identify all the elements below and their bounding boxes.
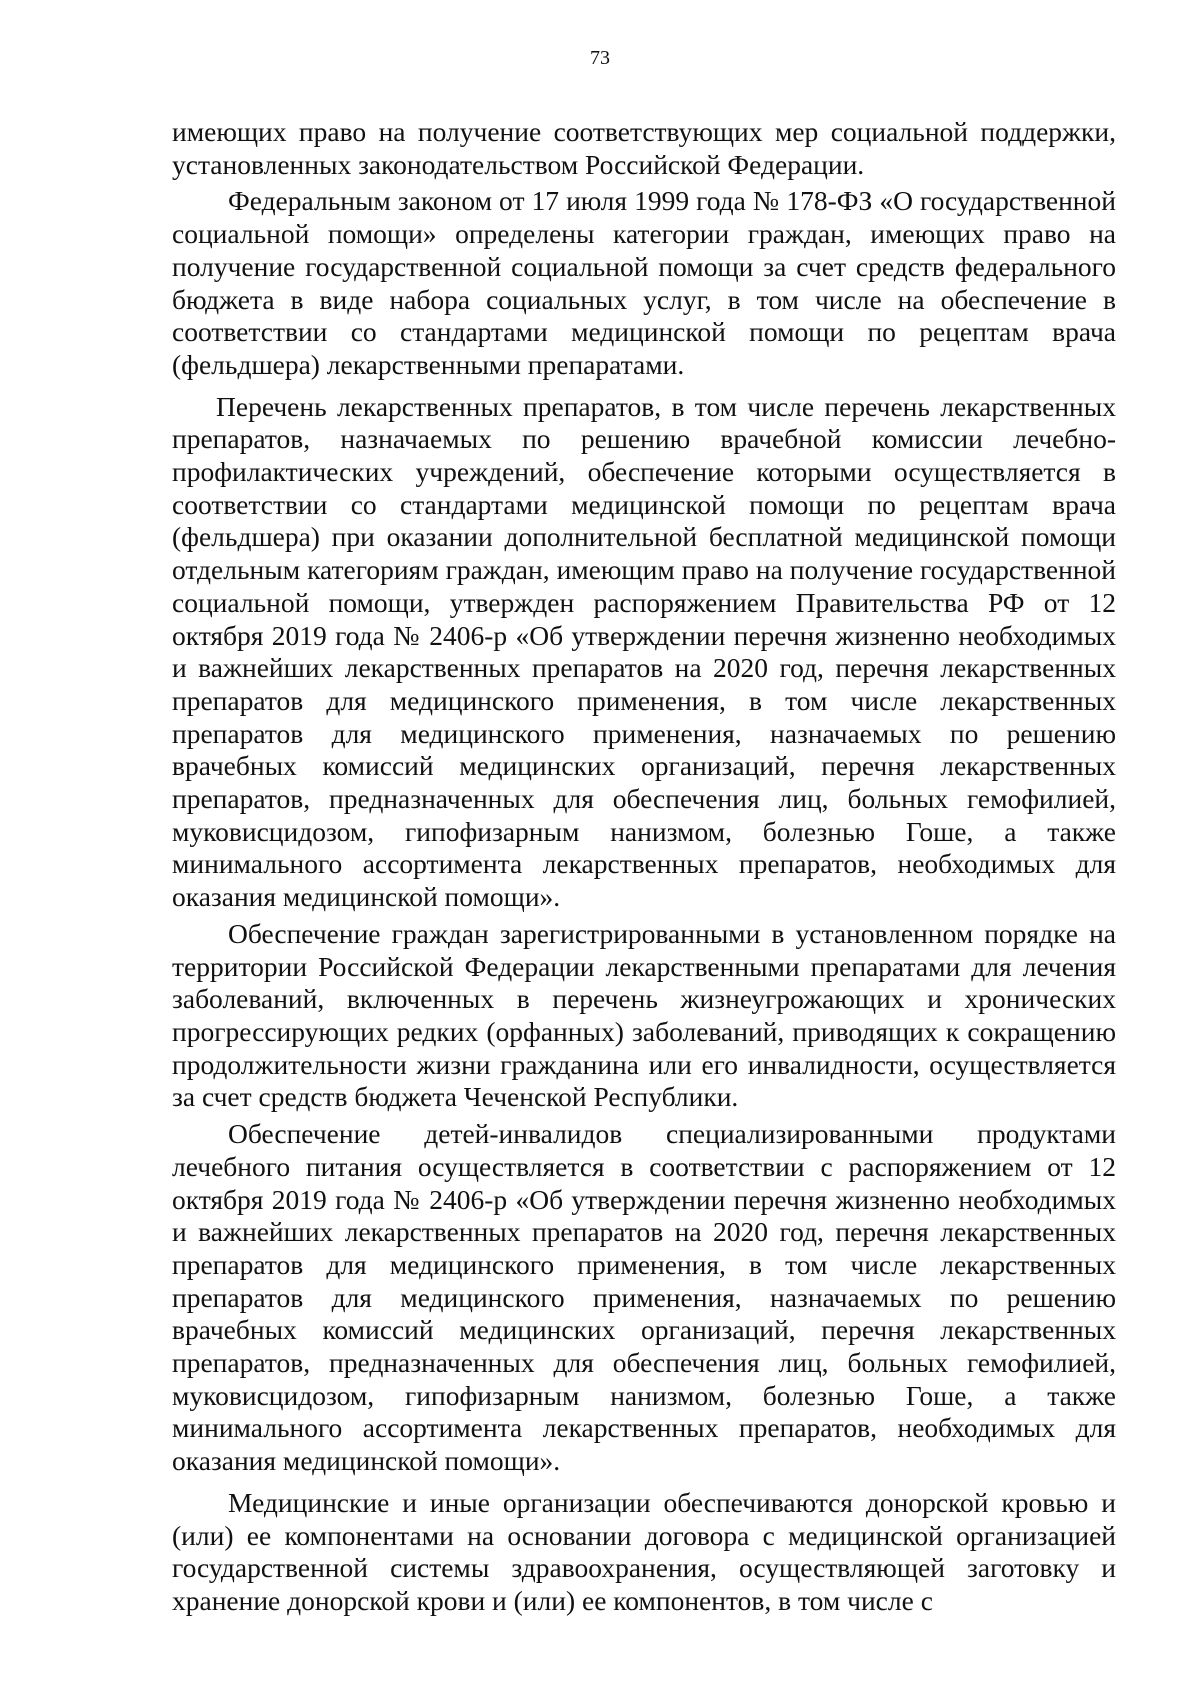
paragraph-disabled-children-nutrition: Обеспечение детей-инвалидов специализированными продуктами лечебного питания осуществляется в соответствии с распоряжением от 12 октября 2019 года № 2406-р «Об утверждении перечня жизненно необходимых и важнейших лекарственных препаратов на 2020 год, перечня лекарственных препаратов для медицинского применения, в том числе лекарственных препаратов для медицинского применения, назначаемых по решению врачебных комиссий медицинских организаций, перечня лекарственных препаратов, предназначенных для обеспечения лиц, больных гемофилией, муковисцидозом, гипофизарным нанизмом, болезнью Гоше, а также минимального ассортимента лекарственных препаратов, необходимых для оказания медицинской помощи». xyxy=(172,1118,1116,1477)
document-body xyxy=(172,116,1116,1618)
paragraph-federal-law: Федеральным законом от 17 июля 1999 года № 178-ФЗ «О государственной социальной помощи» определены категории граждан, имеющих право на получение государственной социальной помощи за счет средств федерального бюджета в виде набора социальных услуг, в том числе на обеспечение в соответствии со стандартами медицинской помощи по рецептам врача (фельдшера) лекарственными препаратами. xyxy=(172,185,1116,380)
paragraph-orphan-diseases: Обеспечение граждан зарегистрированными в установленном порядке на территории Российской Федерации лекарственными препаратами для лечения заболеваний, включенных в перечень жизнеугрожающих и хронических прогрессирующих редких (орфанных) заболеваний, приводящих к сокращению продолжительности жизни гражданина или его инвалидности, осуществляется за счет средств бюджета Чеченской Республики. xyxy=(172,917,1116,1113)
paragraph-continuation: имеющих право на получение соответствующих мер социальной поддержки, установленных законодательством Российской Федерации. xyxy=(172,116,1116,180)
page-number: 73 xyxy=(590,47,610,69)
paragraph-drug-list: Перечень лекарственных препаратов, в том числе перечень лекарственных препаратов, назначаемых по решению врачебной комиссии лечебно-профилактических учреждений, обеспечение которыми осуществляется в соответствии со стандартами медицинской помощи по рецептам врача (фельдшера) при оказании дополнительной бесплатной медицинской помощи отдельным категориям граждан, имеющим право на получение государственной социальной помощи, утвержден распоряжением Правительства РФ от 12 октября 2019 года № 2406-р «Об утверждении перечня жизненно необходимых и важнейших лекарственных препаратов на 2020 год, перечня лекарственных препаратов для медицинского применения, в том числе лекарственных препаратов для медицинского применения, назначаемых по решению врачебных комиссий медицинских организаций, перечня лекарственных препаратов, предназначенных для обеспечения лиц, больных гемофилией, муковисцидозом, гипофизарным нанизмом, болезнью Гоше, а также минимального ассортимента лекарственных препаратов, необходимых для оказания медицинской помощи». xyxy=(172,390,1116,913)
paragraph-donor-blood: Медицинские и иные организации обеспечиваются донорской кровью и (или) ее компонентами на основании договора с медицинской организацией государственной системы здравоохранения, осуществляющей заготовку и хранение донорской крови и (или) ее компонентов, в том числе с xyxy=(172,1486,1116,1616)
